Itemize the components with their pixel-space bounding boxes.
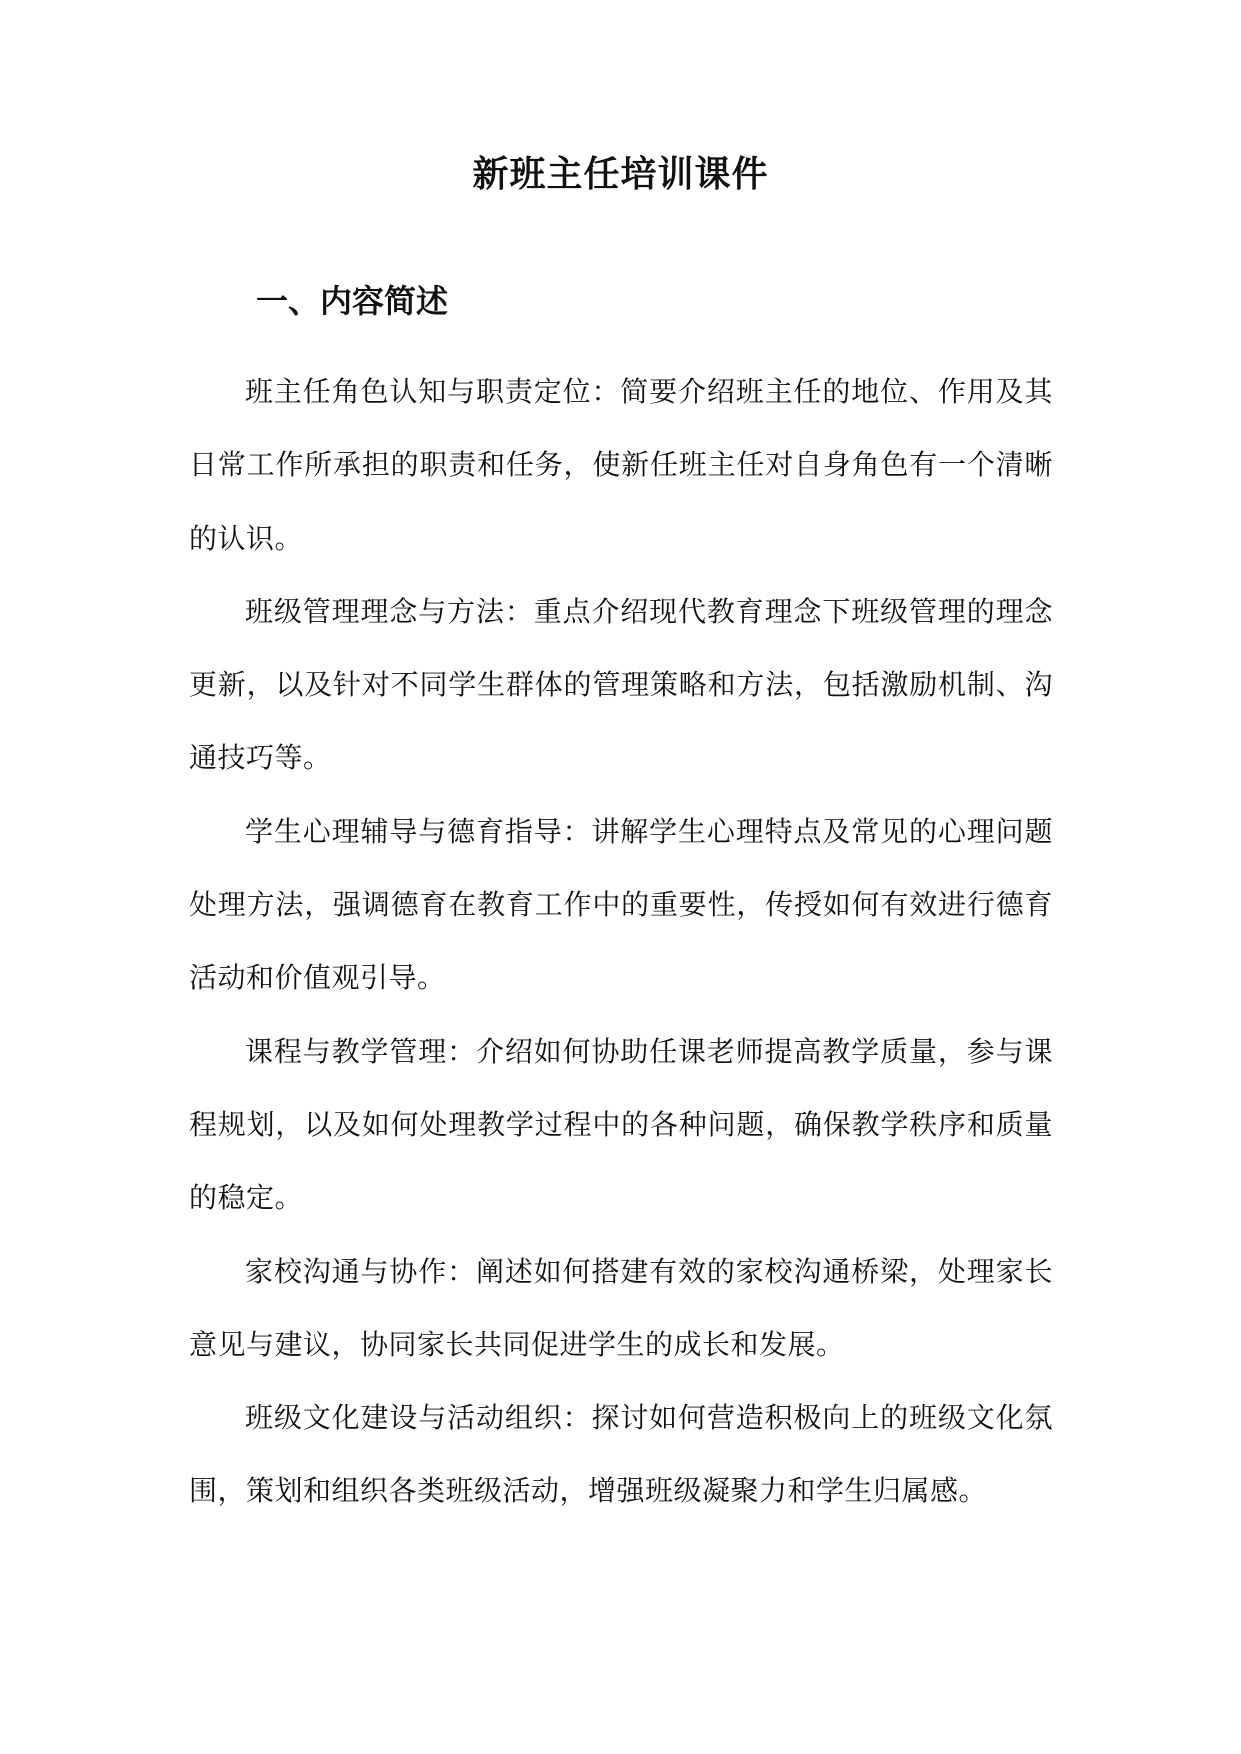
document-title: 新班主任培训课件 (472, 153, 769, 195)
paragraph-class-culture: 班级文化建设与活动组织：探讨如何营造积极向上的班级文化氛围，策划和组织各类班级活动，增强班级凝聚力和学生归属感。 (189, 1401, 1053, 1508)
section-body (189, 355, 1053, 1528)
paragraph-role-cognition: 班主任角色认知与职责定位：简要介绍班主任的地位、作用及其日常工作所承担的职责和任务，使新任班主任对自身角色有一个清晰的认识。 (189, 375, 1053, 555)
paragraph-psychological-guidance: 学生心理辅导与德育指导：讲解学生心理特点及常见的心理问题处理方法，强调德育在教育工作中的重要性，传授如何有效进行德育活动和价值观引导。 (189, 814, 1053, 995)
paragraph-home-school-communication: 家校沟通与协作：阐述如何搭建有效的家校沟通桥梁，处理家长意见与建议，协同家长共同促进学生的成长和发展。 (189, 1254, 1053, 1361)
section-heading: 一、内容简述 (256, 282, 449, 320)
paragraph-teaching-management: 课程与教学管理：介绍如何协助任课老师提高教学质量，参与课程规划，以及如何处理教学过程中的各种问题，确保教学秩序和质量的稳定。 (189, 1034, 1053, 1215)
paragraph-class-management: 班级管理理念与方法：重点介绍现代教育理念下班级管理的理念更新，以及针对不同学生群体的管理策略和方法，包括激励机制、沟通技巧等。 (189, 594, 1053, 775)
